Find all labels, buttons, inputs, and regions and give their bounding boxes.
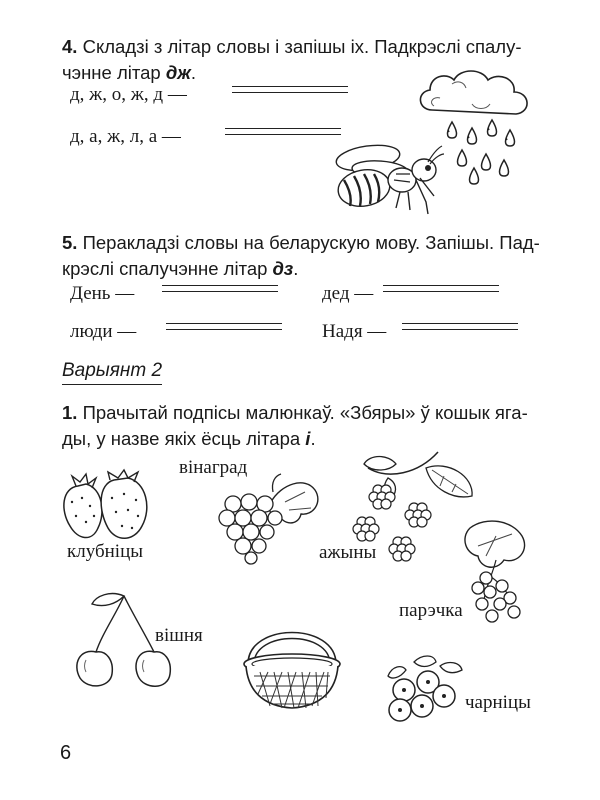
task-4-highlight: дж [165,62,191,83]
answer-line-4-1[interactable] [232,86,348,93]
currant-label: парэчка [399,600,463,621]
cherry-label: вішня [155,625,203,646]
page-number: 6 [60,742,72,764]
task-5-instruction [62,230,562,282]
task-5-word-4: Надя — [322,321,387,342]
strawberry-label: клубніцы [67,541,144,562]
task-4-row-2: д, а, ж, л, а — [70,126,181,147]
task-4-row-1: д, ж, о, ж, д — [70,84,187,105]
task-1-number: 1. [62,402,78,423]
task-4-text-end: . [190,62,197,83]
grape-label: вінаград [179,457,248,478]
task-5-word-3: люди — [70,321,137,342]
task-5-text-1: Перакладзі словы на беларускую мову. Запішы. Пад- [77,232,540,253]
task-4-text-1: Складзі з літар словы і запішы іх. Падкрэслі спалу- [77,36,522,57]
blackberry-label: ажыны [319,542,377,563]
task-1-highlight: і [305,428,311,449]
strawberry-icon[interactable] [58,470,168,546]
task-4-number: 4. [62,36,78,57]
answer-line-5-2[interactable] [383,285,499,292]
task-5-text-2: крэслі спалучэнне літар [62,258,273,279]
answer-line-5-4[interactable] [402,323,518,330]
answer-line-4-2[interactable] [225,128,341,135]
task-4-text-2: чэнне літар [62,62,166,83]
task-1-text-1: Прачытай подпісы малюнкаў. «Збяры» ў кошык яга- [77,402,528,423]
task-1-instruction [62,400,562,452]
blueberry-label: чарніцы [465,692,531,713]
task-5-highlight: дз [272,258,294,279]
blueberry-icon[interactable] [378,652,468,726]
task-5-text-end: . [293,258,299,279]
bee-icon [330,140,445,218]
task-5-number: 5. [62,232,78,253]
task-5-word-2: дед — [322,283,374,304]
answer-line-5-3[interactable] [166,323,282,330]
currant-icon[interactable] [456,516,536,632]
task-1-text-2: ды, у назве якіх ёсць літара [62,428,306,449]
grape-icon[interactable] [215,472,325,562]
task-5-word-1: День — [70,283,135,304]
answer-line-5-1[interactable] [162,285,278,292]
variant-title: Варыянт 2 [62,360,162,385]
basket-icon[interactable] [240,614,344,712]
task-1-text-end: . [310,428,316,449]
